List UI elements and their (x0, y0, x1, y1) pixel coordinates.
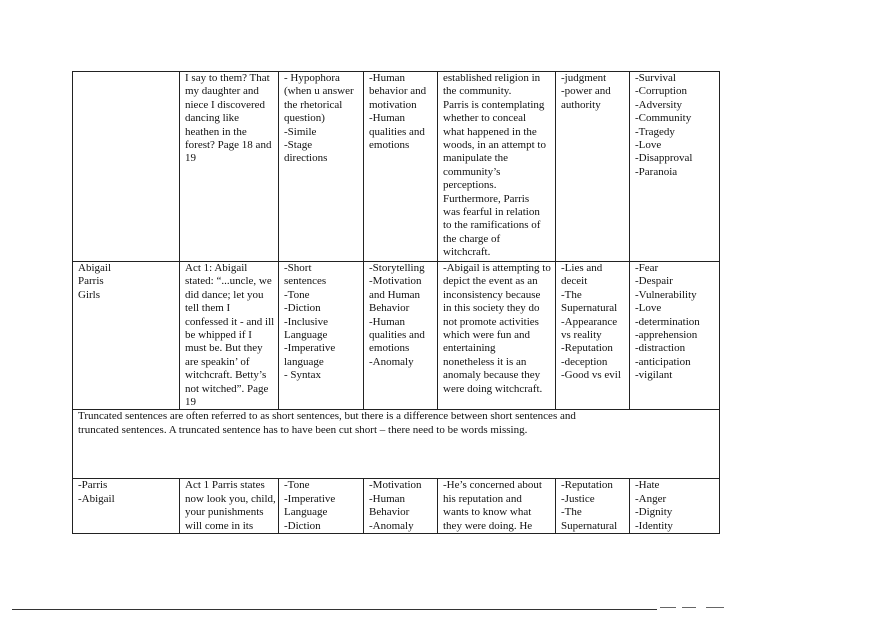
text-line: perceptions. (443, 179, 497, 192)
text-line: -Adversity (635, 98, 683, 111)
text-line: they were doing. He (443, 519, 533, 532)
page-bottom-rule (12, 609, 657, 610)
analysis-cell (438, 262, 556, 410)
text-line: the rhetorical (284, 98, 343, 111)
text-line: -Despair (635, 275, 673, 288)
text-line: and Human (369, 288, 421, 301)
text-line: witchcraft. Betty’s (185, 369, 267, 382)
text-line: tell them I (185, 302, 231, 315)
quote-cell (180, 72, 279, 262)
text-line: -Survival (635, 72, 676, 84)
text-line: -Anomaly (369, 355, 414, 368)
text-line: -Abigail (78, 492, 115, 505)
text-line: -Identity (635, 519, 673, 532)
text-line: behavior and (369, 85, 427, 98)
text-line: Truncated sentences are often referred to as short sentences, but there is a difference between short sentences and (78, 410, 576, 423)
text-line: niece I discovered (185, 98, 266, 111)
text-line: -deception (561, 355, 608, 368)
text-line: -Human (369, 315, 406, 328)
text-line: -Abigail is attempting to (443, 262, 551, 274)
text-line: motivation (369, 98, 417, 111)
concept-cell (364, 262, 438, 410)
text-line: which were fun and (443, 329, 531, 342)
text-line: directions (284, 152, 328, 165)
text-line: -Anomaly (369, 519, 414, 532)
text-line: (when u answer (284, 85, 354, 98)
text-line: -Reputation (561, 479, 613, 492)
character-cell (73, 72, 180, 262)
text-line: Furthermore, Parris (443, 192, 530, 205)
text-line: sentences (284, 275, 327, 288)
text-line: -Dignity (635, 506, 673, 519)
text-line: Abigail (78, 262, 111, 274)
text-line: -Inclusive (284, 315, 328, 328)
theme-cell (556, 479, 630, 534)
text-line: -Lies and (561, 262, 603, 274)
text-line: - Syntax (284, 369, 321, 382)
text-line: -Simile (284, 125, 317, 138)
text-line: -Disapproval (635, 152, 693, 165)
text-line: depict the event as an (443, 275, 538, 288)
text-line: qualities and (369, 329, 425, 342)
text-line: woods, in an attempt to (443, 139, 546, 152)
theme-cell (556, 72, 630, 262)
text-line: language (284, 355, 324, 368)
text-line: -Love (635, 139, 662, 152)
text-line: -Imperative (284, 492, 336, 505)
text-line: -Imperative (284, 342, 336, 355)
emotion-cell (630, 262, 720, 410)
text-line: -Reputation (561, 342, 613, 355)
text-line: be whipped if I (185, 329, 252, 342)
rule-fragment (706, 607, 724, 608)
text-line: -Appearance (561, 315, 618, 328)
text-line: emotions (369, 342, 410, 355)
text-line: Act 1: Abigail (185, 262, 248, 274)
text-line: -Anger (635, 492, 667, 505)
text-line: must be. But they (185, 342, 263, 355)
text-line: community’s (443, 165, 501, 178)
text-line: -distraction (635, 342, 686, 355)
text-line: -power and (561, 85, 611, 98)
text-line: manipulate the (443, 152, 509, 165)
text-line: the community. (443, 85, 512, 98)
note-row (73, 410, 720, 479)
text-line: Language (284, 329, 328, 342)
text-line: will come in its (185, 519, 254, 532)
text-line: -Tone (284, 479, 310, 492)
text-line: wants to know what (443, 506, 532, 519)
table-row (73, 262, 720, 410)
truncated-sentence-note (73, 410, 720, 479)
text-line: -Community (635, 112, 692, 125)
text-line: emotions (369, 139, 410, 152)
text-line: -vigilant (635, 369, 673, 382)
concept-cell (364, 72, 438, 262)
text-line: was fearful in relation (443, 206, 540, 219)
text-line: Parris (78, 275, 104, 288)
quote-cell (180, 479, 279, 534)
text-line: whether to conceal (443, 112, 527, 125)
text-line: 19 (185, 396, 196, 409)
text-line: vs reality (561, 329, 602, 342)
text-line: stated: “...uncle, we (185, 275, 272, 288)
text-line: -Stage (284, 139, 313, 152)
text-line: -Storytelling (369, 262, 425, 274)
text-line: -Short (284, 262, 312, 274)
rule-fragment (660, 607, 676, 608)
text-line: did dance; let you (185, 288, 264, 301)
text-line: Act 1 Parris states (185, 479, 265, 492)
text-line: what happened in the (443, 125, 537, 138)
text-line: in this society they do (443, 302, 540, 315)
text-line: -anticipation (635, 355, 691, 368)
text-line: to the ramifications of (443, 219, 541, 232)
character-cell (73, 479, 180, 534)
theme-cell (556, 262, 630, 410)
text-line: 19 (185, 152, 196, 165)
text-line: Language (284, 506, 328, 519)
text-line: were doing witchcraft. (443, 382, 543, 395)
quote-cell (180, 262, 279, 410)
text-line: - Hypophora (284, 72, 340, 84)
text-line: entertaining (443, 342, 496, 355)
text-line: -Human (369, 492, 406, 505)
text-line: -determination (635, 315, 700, 328)
text-line: confessed it - and ill (185, 315, 275, 328)
text-line: -Tone (284, 288, 310, 301)
text-line: -apprehension (635, 329, 698, 342)
text-line: -The (561, 288, 582, 301)
table-row (73, 479, 720, 534)
text-line: are speakin’ of (185, 355, 250, 368)
text-line: heathen in the (185, 125, 247, 138)
text-line: truncated sentences. A truncated sentence has to have been cut short – there need to be words missing. (78, 423, 528, 436)
text-line: nonetheless it is an (443, 355, 527, 368)
analysis-cell (438, 72, 556, 262)
text-line: your punishments (185, 506, 264, 519)
text-line: -Motivation (369, 479, 422, 492)
text-line: dancing like (185, 112, 240, 125)
text-line: Supernatural (561, 302, 618, 315)
text-line: question) (284, 112, 325, 125)
text-line: -Human (369, 112, 406, 125)
analysis-cell (438, 479, 556, 534)
text-line: -Good vs evil (561, 369, 621, 382)
text-line: not witched”. Page (185, 382, 269, 395)
text-line: -Parris (78, 479, 108, 492)
emotion-cell (630, 72, 720, 262)
technique-cell (279, 262, 364, 410)
text-line: now look you, child, (185, 492, 276, 505)
text-line: -Vulnerability (635, 288, 697, 301)
text-line: -Corruption (635, 85, 687, 98)
character-cell (73, 262, 180, 410)
text-line: -judgment (561, 72, 607, 84)
emotion-cell (630, 479, 720, 534)
text-line: -Motivation (369, 275, 422, 288)
text-line: -Paranoia (635, 165, 678, 178)
text-line: -Justice (561, 492, 595, 505)
text-line: I say to them? That (185, 72, 270, 84)
text-line: anomaly because they (443, 369, 541, 382)
text-line: qualities and (369, 125, 425, 138)
text-line: forest? Page 18 and (185, 139, 272, 152)
text-line: Supernatural (561, 519, 618, 532)
technique-cell (279, 479, 364, 534)
text-line: -Fear (635, 262, 659, 274)
text-line: not promote activities (443, 315, 539, 328)
text-line: Behavior (369, 506, 410, 519)
text-line: Girls (78, 288, 100, 301)
text-line: my daughter and (185, 85, 259, 98)
text-line: -Human (369, 72, 406, 84)
text-line: -Diction (284, 519, 321, 532)
text-line: -The (561, 506, 582, 519)
text-line: -Diction (284, 302, 321, 315)
text-line: -Love (635, 302, 662, 315)
text-line: established religion in (443, 72, 541, 84)
concept-cell (364, 479, 438, 534)
text-line: authority (561, 98, 601, 111)
analysis-table (72, 71, 720, 534)
table-row (73, 72, 720, 262)
text-line: his reputation and (443, 492, 522, 505)
text-line: deceit (561, 275, 588, 288)
text-line: -Hate (635, 479, 660, 492)
text-line: inconsistency because (443, 288, 541, 301)
technique-cell (279, 72, 364, 262)
text-line: witchcraft. (443, 246, 491, 259)
text-line: -Tragedy (635, 125, 675, 138)
text-line: the charge of (443, 232, 501, 245)
text-line: Behavior (369, 302, 410, 315)
text-line: -He’s concerned about (443, 479, 542, 492)
rule-fragment (682, 607, 696, 608)
text-line: Parris is contemplating (443, 98, 545, 111)
